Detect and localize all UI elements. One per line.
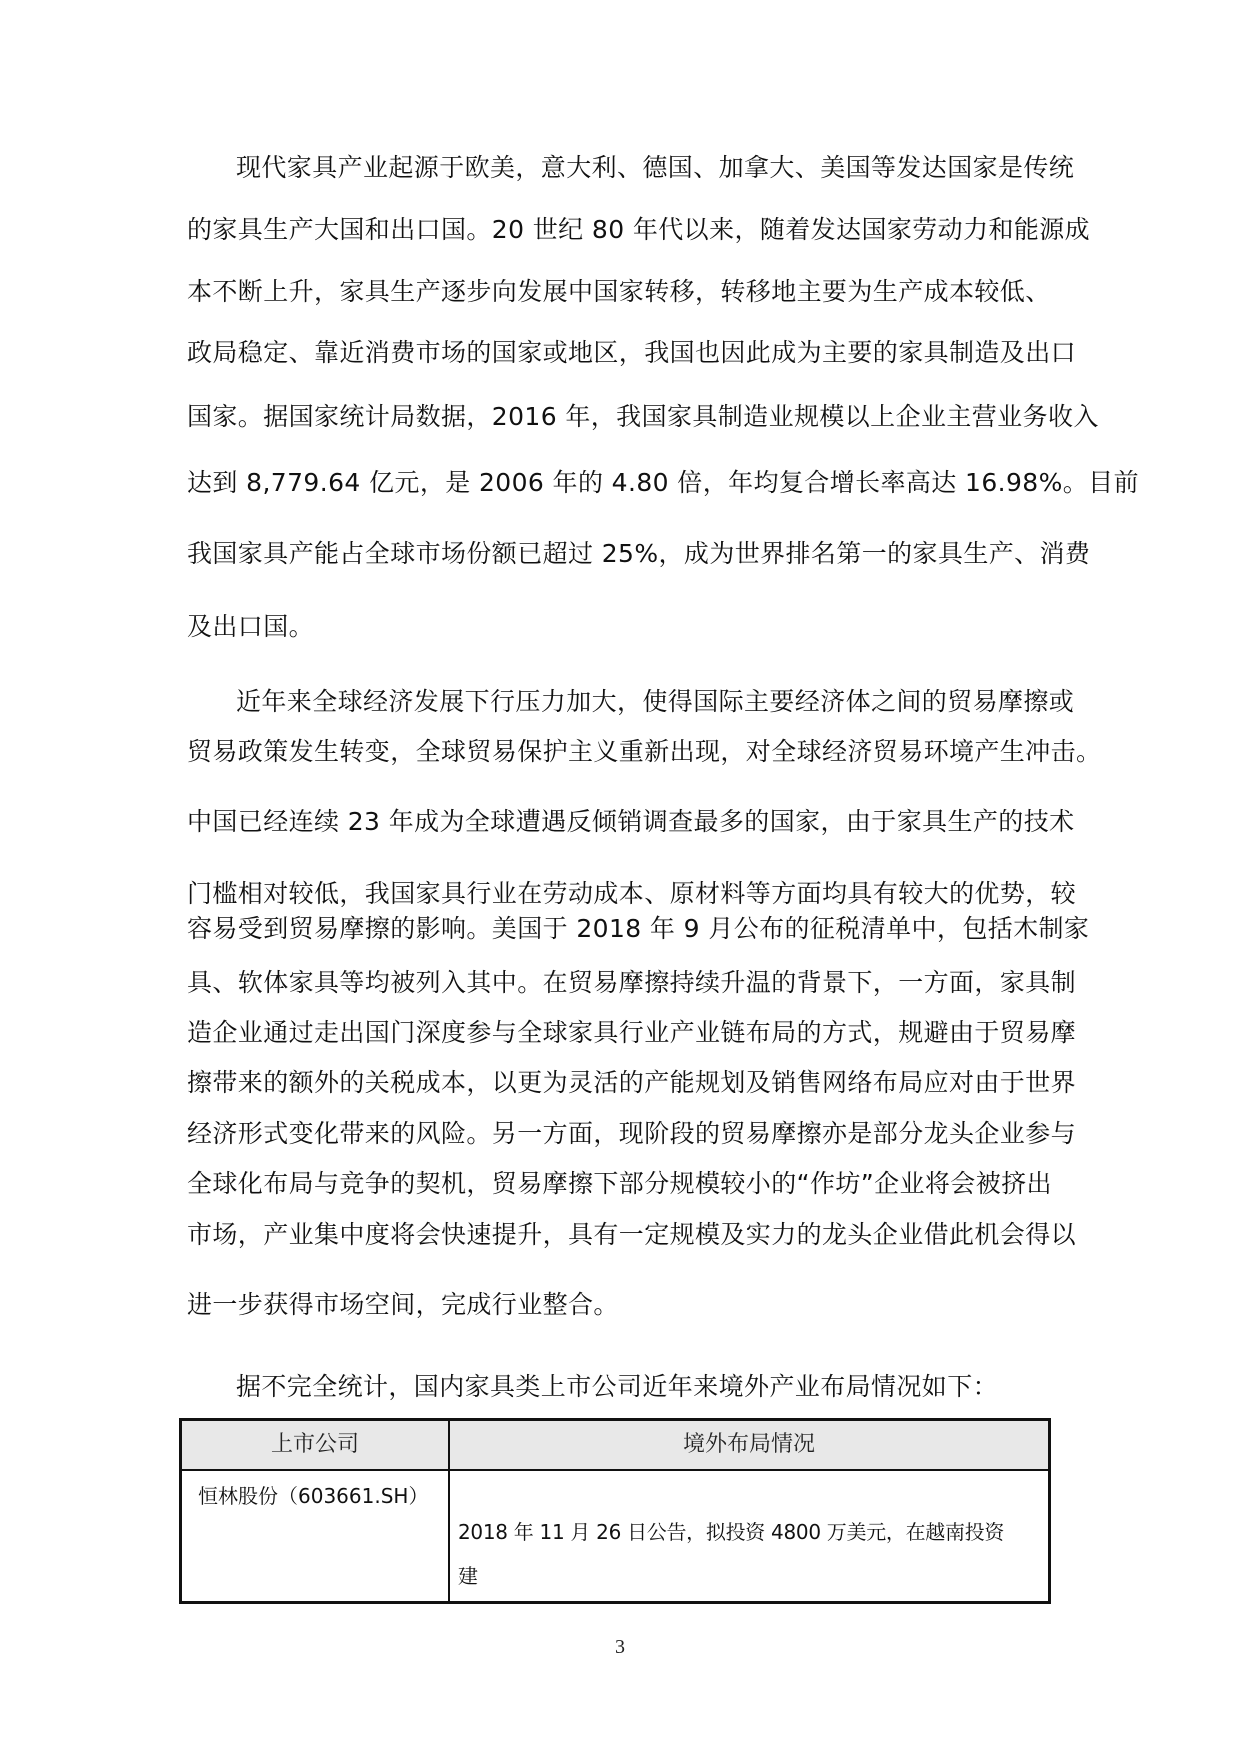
paragraph-2-line-2: 贸易政策发生转变，全球贸易保护主义重新出现，对全球经济贸易环境产生冲击。	[187, 737, 1102, 766]
page-number: 3	[615, 1636, 625, 1658]
paragraph-2-line-6: 具、软体家具等均被列入其中。在贸易摩擦持续升温的背景下，一方面，家具制	[187, 968, 1077, 997]
paragraph-2-line-10: 全球化布局与竞争的契机，贸易摩擦下部分规模较小的“作坊”企业将会被挤出	[187, 1169, 1052, 1198]
table-cell-layout-line-1: 2018 年 11 月 26 日公告，拟投资 4800 万美元，在越南投资	[458, 1520, 1005, 1544]
paragraph-2-line-8: 擦带来的额外的关税成本，以更为灵活的产能规划及销售网络布局应对由于世界	[187, 1068, 1077, 1097]
paragraph-2-line-1: 近年来全球经济发展下行压力加大，使得国际主要经济体之间的贸易摩擦或	[236, 687, 1075, 716]
paragraph-1-line-2: 的家具生产大国和出口国。20 世纪 80 年代以来，随着发达国家劳动力和能源成	[187, 215, 1091, 244]
paragraph-1-line-3: 本不断上升，家具生产逐步向发展中国家转移，转移地主要为生产成本较低、	[187, 277, 1051, 306]
paragraph-2-line-5: 容易受到贸易摩擦的影响。美国于 2018 年 9 月公布的征税清单中，包括木制家	[187, 914, 1090, 943]
paragraph-2-line-12: 进一步获得市场空间，完成行业整合。	[187, 1290, 619, 1319]
paragraph-1-line-6: 达到 8,779.64 亿元，是 2006 年的 4.80 倍，年均复合增长率高达 16.98%。目前	[187, 468, 1139, 497]
paragraph-1-line-7: 我国家具产能占全球市场份额已超过 25%，成为世界排名第一的家具生产、消费	[187, 539, 1091, 568]
paragraph-2-line-9: 经济形式变化带来的风险。另一方面，现阶段的贸易摩擦亦是部分龙头企业参与	[187, 1119, 1077, 1148]
table-header-company: 上市公司	[270, 1432, 359, 1457]
table-header-layout: 境外布局情况	[682, 1432, 815, 1457]
paragraph-2-line-7: 造企业通过走出国门深度参与全球家具行业产业链布局的方式，规避由于贸易摩	[187, 1018, 1077, 1047]
paragraph-1-line-8: 及出口国。	[187, 612, 315, 641]
table-intro-text: 据不完全统计，国内家具类上市公司近年来境外产业布局情况如下：	[236, 1372, 999, 1401]
paragraph-1-line-5: 国家。据国家统计局数据，2016 年，我国家具制造业规模以上企业主营业务收入	[187, 402, 1099, 431]
paragraph-2-line-11: 市场，产业集中度将会快速提升，具有一定规模及实力的龙头企业借此机会得以	[187, 1220, 1077, 1249]
paragraph-2-line-4: 门槛相对较低，我国家具行业在劳动成本、原材料等方面均具有较大的优势，较	[187, 879, 1077, 908]
overseas-layout-table	[179, 1418, 1051, 1604]
paragraph-1-line-4: 政局稳定、靠近消费市场的国家或地区，我国也因此成为主要的家具制造及出口	[187, 338, 1077, 367]
paragraph-2-line-3: 中国已经连续 23 年成为全球遭遇反倾销调查最多的国家，由于家具生产的技术	[187, 807, 1075, 836]
table-cell-company: 恒林股份（603661.SH）	[198, 1484, 429, 1508]
paragraph-1-line-1: 现代家具产业起源于欧美，意大利、德国、加拿大、美国等发达国家是传统	[236, 153, 1075, 182]
table-cell-layout-line-2: 建	[458, 1564, 478, 1588]
